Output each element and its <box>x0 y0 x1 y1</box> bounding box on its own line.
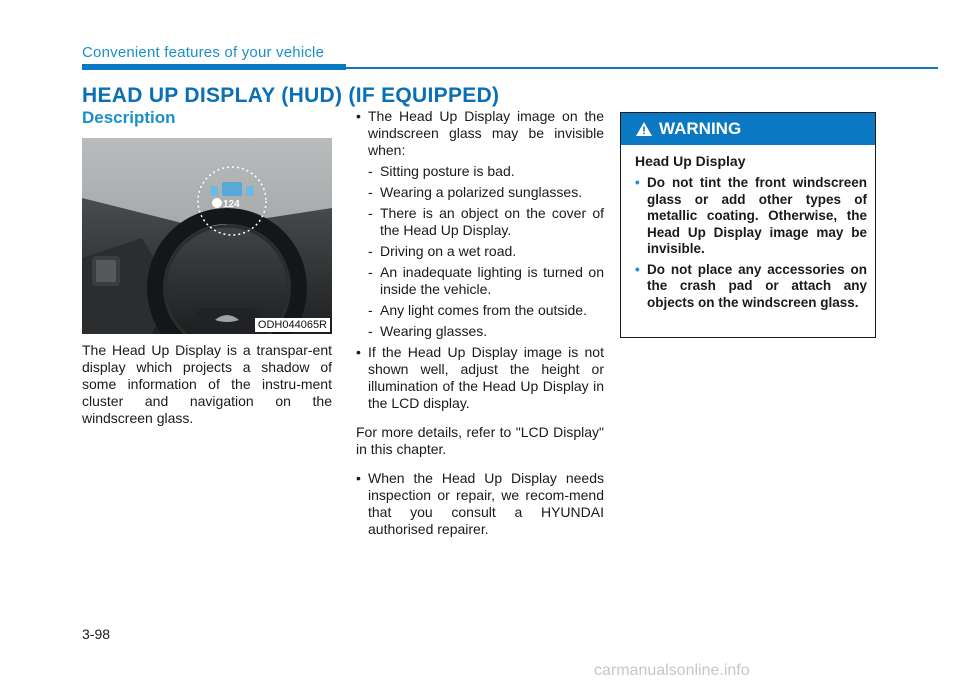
warning-subtitle: Head Up Display <box>635 153 746 169</box>
hud-photo <box>82 138 332 334</box>
warning-box <box>620 112 876 338</box>
warning-triangle-icon <box>635 121 653 137</box>
description-heading: Description <box>82 108 176 127</box>
bullet-visibility <box>356 108 604 159</box>
page-number: 3-98 <box>82 626 111 642</box>
header-rule-thick <box>82 64 346 70</box>
condition-item: - Driving on a wet road. <box>368 243 517 259</box>
condition-item: - Wearing a polarized sunglasses. <box>368 184 583 200</box>
warning-header <box>621 113 875 145</box>
bullet-adjust <box>356 344 604 412</box>
bullet-dot: • <box>635 175 640 190</box>
warning-title: WARNING <box>659 119 742 138</box>
condition-item: - There is an object on the cover of the Head Up Display. <box>368 205 604 238</box>
condition-item: - Wearing glasses. <box>368 323 488 339</box>
bullet-dot: • <box>356 470 361 486</box>
hud-notes-column <box>356 108 604 542</box>
figure-code: ODH044065R <box>255 318 330 332</box>
header-title: Convenient features of your vehicle <box>82 44 325 61</box>
condition-item: - An inadequate lighting is turned on inside the vehicle. <box>368 264 604 297</box>
warning-item: • Do not place any accessories on the crash pad or attach any objects on the windscreen glass. <box>635 261 867 310</box>
header-rule-thin <box>346 67 938 69</box>
description-text: The Head Up Display is a transpar-ent display which projects a shadow of some information of the instru-ment cluster and navigation on the windscreen glass. <box>82 342 332 426</box>
bullet-dot: • <box>635 261 640 277</box>
dashboard-illustration <box>82 138 332 334</box>
bullet-text: When the Head Up Display needs inspection or repair, we recom-mend that you consult a HYUNDAI authorised repairer. <box>368 470 604 537</box>
section-title: HEAD UP DISPLAY (HUD) (IF EQUIPPED) <box>82 84 500 107</box>
warning-item: • Do not tint the front windscreen glass or add other types of metallic coating. Otherwise, the Head Up Display image may be invisible. <box>635 175 867 256</box>
reference-paragraph: For more details, refer to "LCD Display" in this chapter. <box>356 424 604 457</box>
condition-item: - Sitting posture is bad. <box>368 163 515 179</box>
condition-item: - Any light comes from the outside. <box>368 302 587 318</box>
bullet-dot: • <box>356 108 361 124</box>
hud-speed: 124 <box>223 199 240 210</box>
warning-body <box>621 145 875 311</box>
bullet-dot: • <box>356 344 361 360</box>
bullet-service <box>356 470 604 538</box>
bullet-text: The Head Up Display image on the windscreen glass may be invisible when: <box>368 108 604 158</box>
bullet-text: If the Head Up Display image is not shown well, adjust the height or illumination of the Head Up Display in the LCD display. <box>368 344 604 411</box>
watermark: carmanualsonline.info <box>594 662 750 679</box>
